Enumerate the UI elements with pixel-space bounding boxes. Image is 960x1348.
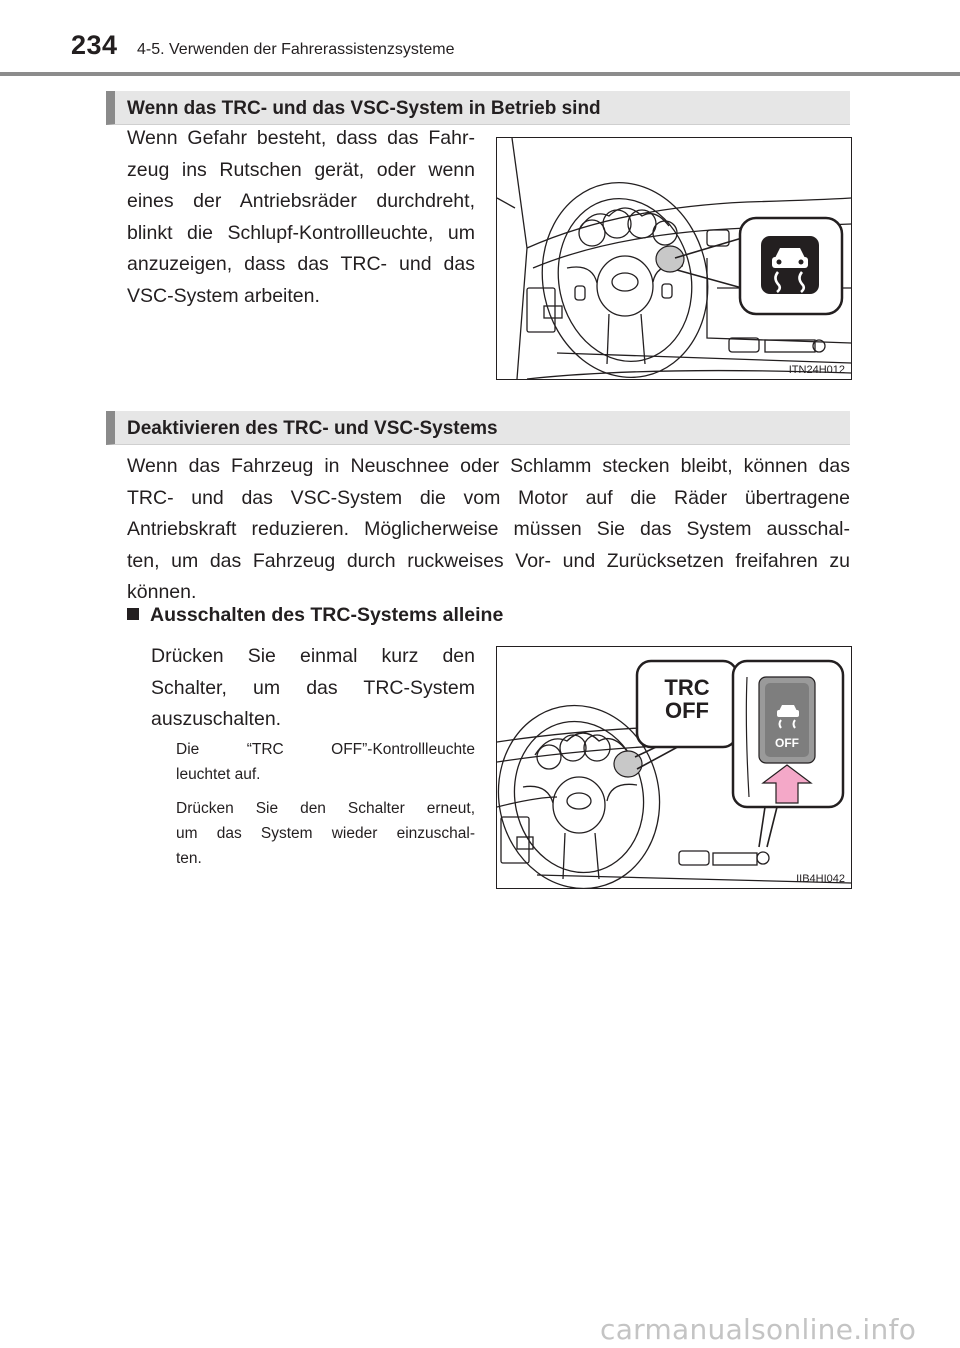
instruction-paragraph <box>151 641 475 736</box>
text-line: Antriebskraft reduzieren. Möglicherweise müssen Sie das System ausschal- <box>127 518 850 541</box>
section2-paragraph <box>127 451 850 609</box>
text-line: VSC-System arbeiten. <box>127 284 320 307</box>
figure-code: ITN24H012 <box>788 364 845 376</box>
subheading-trc-off <box>127 604 503 627</box>
text-line: leuchtet auf. <box>176 766 261 783</box>
header-rule <box>0 72 960 76</box>
note-reactivate <box>176 796 475 871</box>
slip-indicator-icon <box>761 236 819 294</box>
text-line: Wenn das Fahrzeug in Neuschnee oder Schlamm stecken bleibt, können das <box>127 455 850 477</box>
text-line: TRC- und das VSC-System die vom Motor auf die Räder übertragene <box>127 486 850 509</box>
section-heading-trc-vsc-active <box>106 91 850 125</box>
text-line: blinkt die Schlupf-Kontrollleuchte, um <box>127 221 475 244</box>
text-line: ten. <box>176 850 202 867</box>
subheading-text: Ausschalten des TRC-Systems alleine <box>150 604 504 626</box>
text-line: zeug ins Rutschen gerät, oder wenn <box>127 158 475 181</box>
text-line: auszuschalten. <box>151 708 282 731</box>
switch-off-label: OFF <box>775 736 799 750</box>
section-heading-text: Deaktivieren des TRC- und VSC-Systems <box>127 418 498 439</box>
figure-code: IIB4HI042 <box>796 873 845 885</box>
text-line: Drücken Sie einmal kurz den <box>151 645 475 667</box>
text-line: um das System wieder einzuschal- <box>176 825 475 842</box>
text-line: eines der Antriebsräder durchdreht, <box>127 190 475 213</box>
text-line: ten, um das Fahrzeug durch ruckweises Vor- und Zurücksetzen freifahren zu <box>127 549 850 572</box>
section-heading-text: Wenn das TRC- und das VSC-System in Betrieb sind <box>127 98 601 119</box>
section-heading-deactivate <box>106 411 850 445</box>
footer-watermark: carmanualsonline.info <box>600 1313 917 1346</box>
text-line: Drücken Sie den Schalter erneut, <box>176 800 475 817</box>
figure-dashboard-slip-indicator <box>496 137 852 380</box>
text-line: anzuzeigen, dass das TRC- und das <box>127 253 475 276</box>
page-number: 234 <box>71 30 118 60</box>
text-line: Die “TRC OFF”-Kontrollleuchte <box>176 741 475 758</box>
callout-off-text: OFF <box>665 698 709 723</box>
callout-trc-text: TRC <box>664 675 710 700</box>
text-line: Schalter, um das TRC-System <box>151 676 475 699</box>
trc-off-switch <box>759 677 815 763</box>
figure-trc-off-switch <box>496 646 852 889</box>
section1-paragraph <box>127 123 475 313</box>
text-line: können. <box>127 581 197 604</box>
note-indicator <box>176 737 475 787</box>
chapter-title: 4-5. Verwenden der Fahrerassistenzsysteme <box>137 41 455 58</box>
square-bullet-icon <box>127 608 139 620</box>
text-line: Wenn Gefahr besteht, dass das Fahr- <box>127 127 475 149</box>
